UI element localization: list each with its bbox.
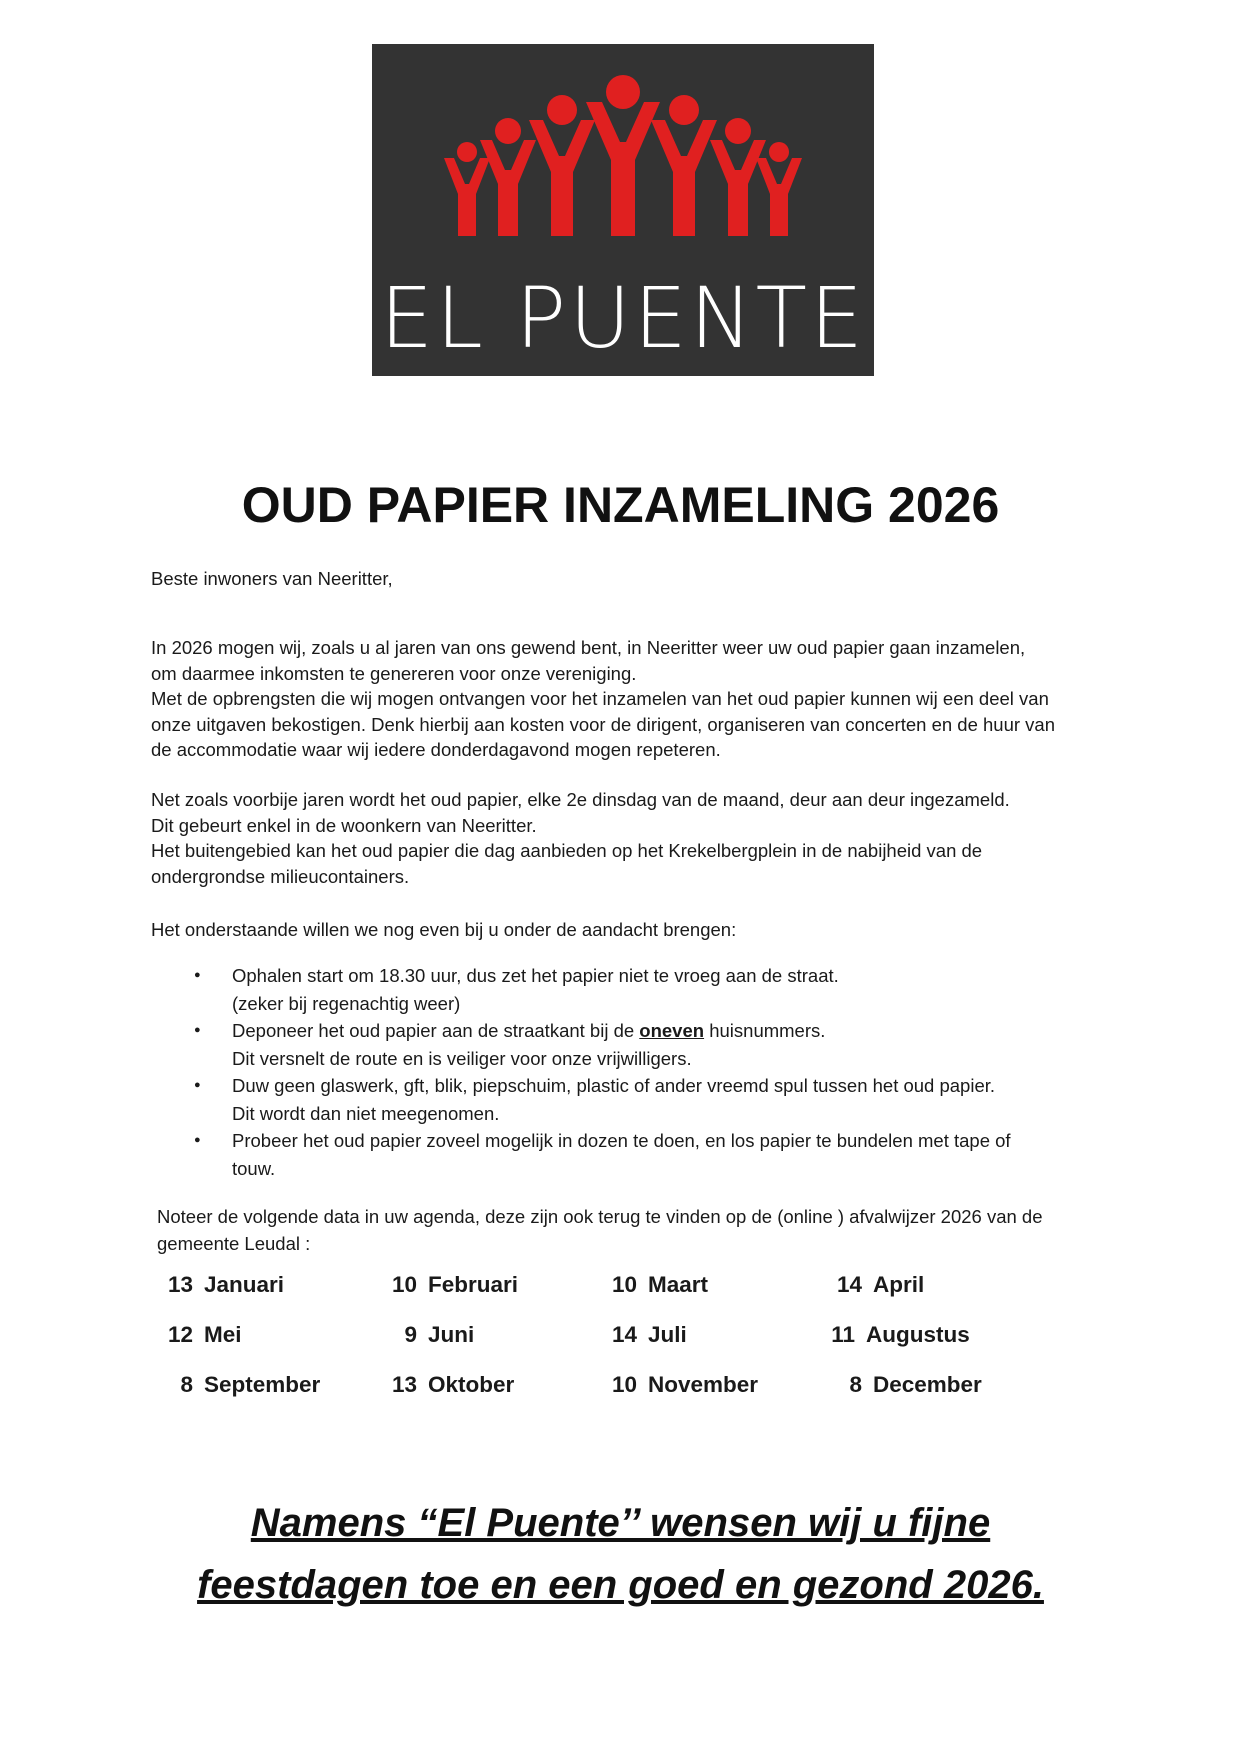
logo-text: EL PUENTE bbox=[379, 269, 866, 367]
date-item: 10 November bbox=[611, 1372, 759, 1397]
instructions-list bbox=[151, 962, 1111, 1182]
agenda-paragraph bbox=[157, 1203, 1117, 1257]
bullet-text: Ophalen start om 18.30 uur, dus zet het papier niet te vroeg aan de straat. bbox=[232, 965, 839, 986]
list-item bbox=[151, 1127, 1111, 1182]
details-line: Net zoals voorbije jaren wordt het oud papier, elke 2e dinsdag van de maand, deur aan deur ingezameld. bbox=[151, 789, 1010, 810]
intro-line: In 2026 mogen wij, zoals u al jaren van ons gewend bent, in Neeritter weer uw oud papier gaan inzamelen, bbox=[151, 637, 1026, 658]
agenda-line: Noteer de volgende data in uw agenda, deze zijn ook terug te vinden op de (online ) afvalwijzer 2026 van de bbox=[157, 1206, 1043, 1227]
bullet-text: Probeer het oud papier zoveel mogelijk in dozen te doen, en los papier te bundelen met tape of bbox=[232, 1130, 1011, 1151]
date-item: 14 Juli bbox=[611, 1322, 687, 1347]
details-line: Dit gebeurt enkel in de woonkern van Neeritter. bbox=[151, 814, 537, 836]
emphasis-oneven: oneven bbox=[639, 1020, 705, 1041]
date-item: 11 Augustus bbox=[831, 1322, 970, 1347]
bullet-text: Dit versnelt de route en is veiliger voor onze vrijwilligers. bbox=[232, 1047, 692, 1069]
bullet-text: Dit wordt dan niet meegenomen. bbox=[232, 1102, 500, 1124]
date-item: 8 December bbox=[849, 1372, 982, 1397]
intro-line: onze uitgaven bekostigen. Denk hierbij aan kosten voor de dirigent, organiseren van concerten en de huur van bbox=[151, 713, 1056, 735]
date-item: 14 April bbox=[836, 1272, 925, 1297]
closing-message bbox=[0, 1492, 1241, 1616]
intro-line: om daarmee inkomsten te genereren voor onze vereniging. bbox=[151, 662, 637, 684]
agenda-line: gemeente Leudal : bbox=[157, 1233, 311, 1254]
list-item bbox=[151, 1072, 1111, 1127]
date-item: 12 Mei bbox=[167, 1322, 242, 1347]
intro-line: de accommodatie waar wij iedere donderdagavond mogen repeteren. bbox=[151, 739, 721, 760]
bullet-text: (zeker bij regenachtig weer) bbox=[232, 992, 461, 1014]
closing-line: feestdagen toe en een goed en gezond 2026. bbox=[197, 1563, 1044, 1607]
list-item bbox=[151, 1017, 1111, 1072]
details-line: ondergrondse milieucontainers. bbox=[151, 865, 410, 887]
list-item bbox=[151, 962, 1111, 1017]
closing-line: Namens “El Puente’’ wensen wij u fijne bbox=[250, 1501, 991, 1545]
date-item: 8 September bbox=[180, 1372, 321, 1397]
date-item: 10 Maart bbox=[611, 1272, 709, 1297]
details-paragraph bbox=[151, 787, 1111, 889]
attention-line: Het onderstaande willen we nog even bij u onder de aandacht brengen: bbox=[151, 919, 737, 940]
page-title: OUD PAPIER INZAMELING 2026 bbox=[241, 477, 1000, 533]
bullet-text: Duw geen glaswerk, gft, blik, piepschuim, plastic of ander vreemd spul tussen het oud papier. bbox=[232, 1075, 996, 1096]
intro-line: Met de opbrengsten die wij mogen ontvangen voor het inzamelen van het oud papier kunnen wij een deel van bbox=[151, 688, 1049, 709]
el-puente-logo bbox=[372, 44, 874, 376]
greeting: Beste inwoners van Neeritter, bbox=[151, 568, 393, 589]
date-item: 10 Februari bbox=[391, 1272, 519, 1297]
date-item: 13 Oktober bbox=[391, 1372, 515, 1397]
bullet-text: Deponeer het oud papier aan de straatkant bij de bbox=[232, 1020, 640, 1041]
bullet-text: huisnummers. bbox=[704, 1020, 826, 1041]
date-item: 13 Januari bbox=[167, 1272, 285, 1297]
bullet-text: touw. bbox=[232, 1157, 276, 1179]
intro-paragraph bbox=[151, 635, 1111, 763]
details-line: Het buitengebied kan het oud papier die dag aanbieden op het Krekelbergplein in de nabijheid van de bbox=[151, 840, 983, 861]
date-item: 9 Juni bbox=[404, 1322, 475, 1347]
